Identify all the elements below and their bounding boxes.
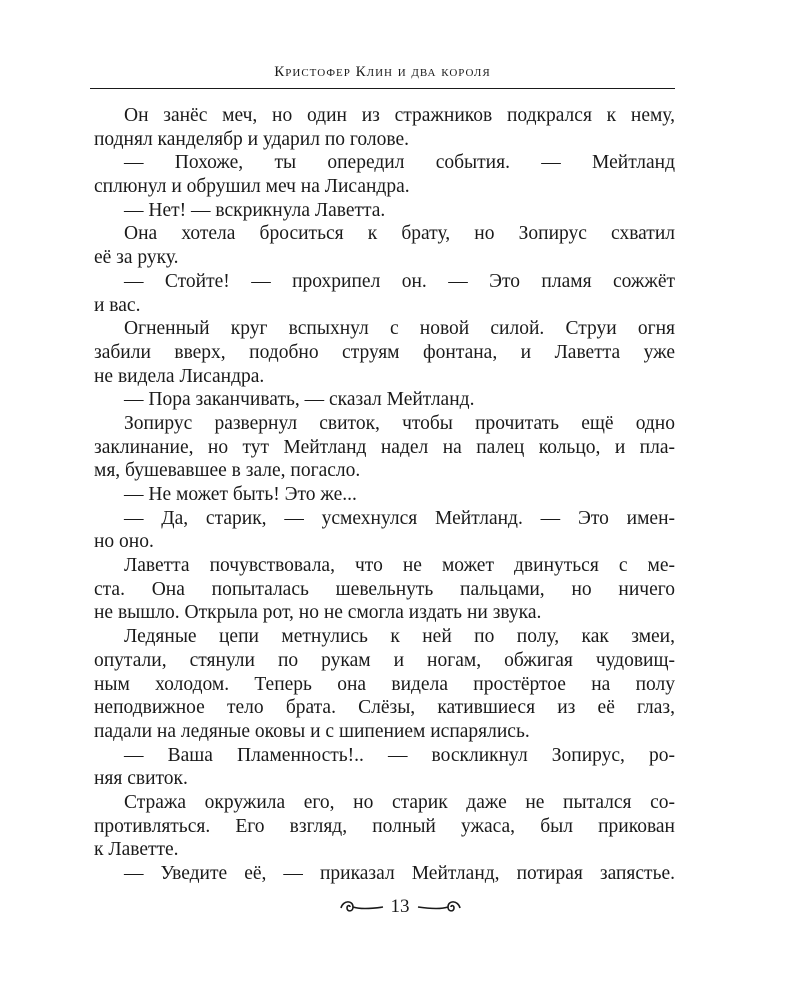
text-line: Огненный круг вспыхнул с новой силой. Струи огня [124, 318, 675, 340]
text-line: — Не может быть! Это же... [124, 484, 357, 505]
text-line: поднял канделябр и ударил по голове. [94, 128, 410, 150]
text-line: падали на ледяные оковы и с шипением испарялись. [94, 720, 530, 742]
text-line: мя, бушевавшее в зале, погасло. [94, 460, 361, 482]
text-line: — Ваша Пламенность!.. — воскликнул Зопирус, ро- [124, 744, 675, 766]
text-line: няя свиток. [94, 768, 188, 790]
text-line: Лаветта почувствовала, что не может двинуться с ме- [124, 555, 675, 577]
header-rule [90, 88, 675, 89]
body-text [94, 104, 675, 886]
text-line: Она хотела броситься к брату, но Зопирус схватил [124, 223, 675, 245]
text-line: — Уведите её, — приказал Мейтланд, потирая запястье. [124, 863, 675, 884]
text-line: Он занёс меч, но один из стражников подкрался к нему, [124, 105, 675, 126]
right-flourish-icon [416, 896, 462, 918]
text-line: не видела Лисандра. [94, 365, 265, 387]
text-line: не вышло. Открыла рот, но не смогла издать ни звука. [94, 602, 542, 624]
page-number: 13 [390, 896, 410, 917]
text-line: ста. Она попыталась шевельнуть пальцами, но ничего [94, 578, 675, 600]
text-line: — Да, старик, — усмехнулся Мейтланд. — Это имен- [124, 507, 675, 529]
text-line: к Лаветте. [94, 839, 179, 861]
text-line: Зопирус развернул свиток, чтобы прочитать ещё одно [124, 412, 675, 434]
text-line: но оно. [94, 531, 154, 553]
text-line: Стража окружила его, но старик даже не пытался со- [124, 791, 675, 813]
text-line: сплюнул и обрушил меч на Лисандра. [94, 176, 410, 198]
text-line: ным холодом. Теперь она видела простёртое на полу [94, 673, 675, 695]
text-line: — Нет! — вскрикнула Лаветта. [124, 199, 386, 221]
left-flourish-icon [339, 896, 385, 918]
text-line: и вас. [94, 294, 141, 316]
text-line: Ледяные цепи метнулись к ней по полу, как змеи, [124, 626, 675, 648]
text-line: неподвижное тело брата. Слёзы, катившиеся из её глаз, [94, 697, 675, 719]
text-line: — Пора заканчивать, — сказал Мейтланд. [124, 389, 475, 411]
page-footer [0, 896, 800, 918]
text-line: — Похоже, ты опередил события. — Мейтланд [124, 152, 675, 174]
text-line: противляться. Его взгляд, полный ужаса, был прикован [94, 815, 675, 837]
text-line: — Стойте! — прохрипел он. — Это пламя сожжёт [124, 270, 675, 292]
text-line: забили вверх, подобно струям фонтана, и Лаветта уже [94, 341, 675, 363]
text-line: опутали, стянули по рукам и ногам, обжигая чудовищ- [94, 649, 675, 671]
running-header: Кристофер Клин и два короля [274, 64, 491, 80]
text-line: заклинание, но тут Мейтланд надел на палец кольцо, и пла- [94, 436, 675, 458]
text-line: её за руку. [94, 247, 179, 269]
